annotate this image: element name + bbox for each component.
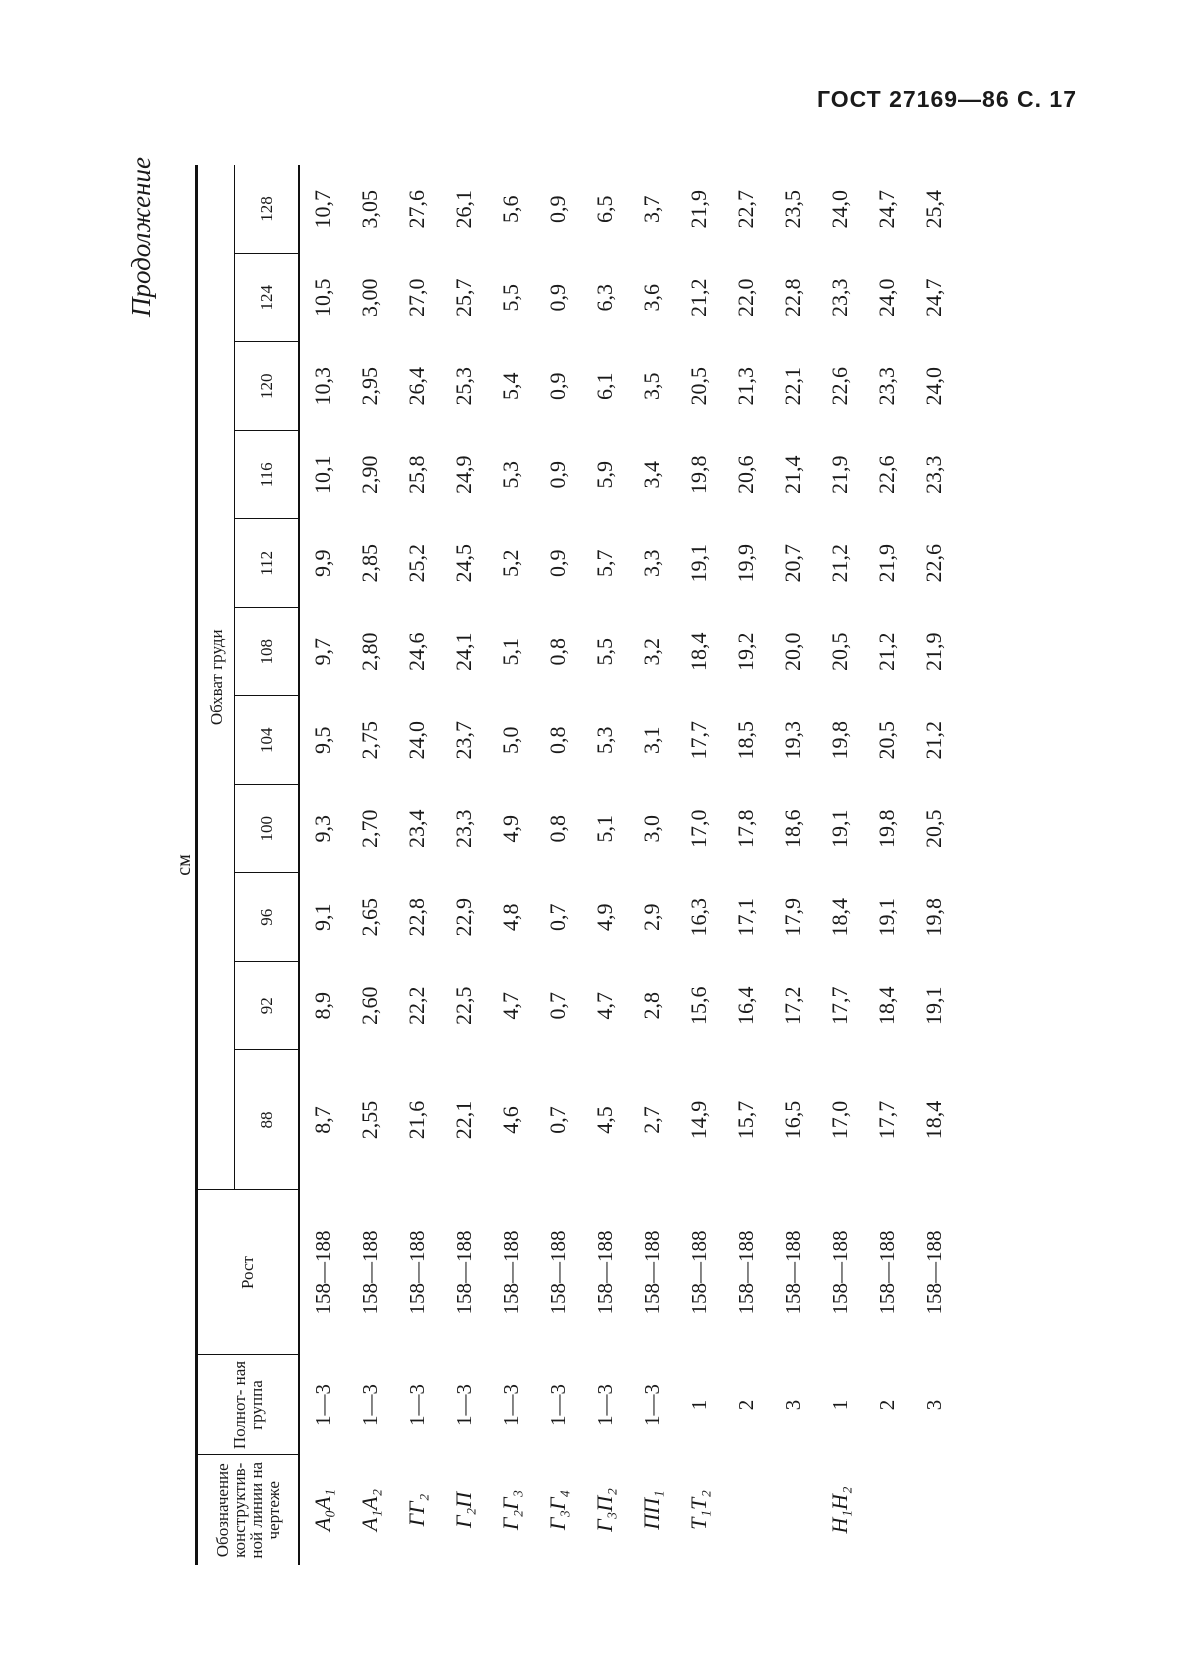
row-value: 5,3 xyxy=(498,461,523,489)
row-fullness-group: 1—3 xyxy=(592,1384,617,1426)
header-size-112: 112 xyxy=(235,519,299,608)
row-value: 22,6 xyxy=(921,544,946,583)
row-value: 20,5 xyxy=(827,632,852,671)
row-designation: H₁H₂ xyxy=(827,1486,852,1534)
row-value: 21,9 xyxy=(686,190,711,229)
row-value: 26,1 xyxy=(451,190,476,229)
row-value: 2,55 xyxy=(357,1100,382,1140)
row-value: 24,1 xyxy=(451,632,476,671)
row-value: 2,9 xyxy=(639,903,664,931)
row-value: 22,5 xyxy=(451,986,476,1025)
row-value: 3,6 xyxy=(639,284,664,312)
row-value: 3,00 xyxy=(357,278,382,317)
row-height: 158—188 xyxy=(310,1230,335,1315)
row-fullness-group: 2 xyxy=(874,1399,899,1411)
row-value: 19,8 xyxy=(686,455,711,494)
row-value: 9,1 xyxy=(310,903,335,931)
header-size-88: 88 xyxy=(235,1050,299,1190)
header-size-92: 92 xyxy=(235,962,299,1051)
row-value: 21,2 xyxy=(827,544,852,583)
row-value: 20,7 xyxy=(780,544,805,583)
row-fullness-group: 1—3 xyxy=(310,1384,335,1426)
row-value: 5,1 xyxy=(498,638,523,666)
row-designation: Г₂Г₃ xyxy=(498,1489,523,1531)
row-value: 9,3 xyxy=(310,815,335,843)
row-value: 23,3 xyxy=(874,367,899,406)
row-value: 20,6 xyxy=(733,455,758,494)
row-value: 5,0 xyxy=(498,726,523,754)
row-value: 22,2 xyxy=(404,986,429,1025)
row-height: 158—188 xyxy=(874,1230,899,1315)
header-size-108: 108 xyxy=(235,608,299,697)
row-value: 22,7 xyxy=(733,190,758,229)
row-height: 158—188 xyxy=(733,1230,758,1315)
header-chest-girth: Обхват груди xyxy=(197,165,235,1190)
row-value: 4,7 xyxy=(592,992,617,1020)
row-value: 3,7 xyxy=(639,195,664,223)
row-designation: T₁T₂ xyxy=(686,1490,711,1530)
row-value: 2,75 xyxy=(357,721,382,760)
row-value: 5,5 xyxy=(592,638,617,666)
row-value: 24,7 xyxy=(921,278,946,317)
row-value: 0,9 xyxy=(545,372,570,400)
table-row xyxy=(535,165,582,1565)
row-designation: A₀A₁ xyxy=(310,1488,335,1532)
row-value: 21,9 xyxy=(874,544,899,583)
row-value: 24,5 xyxy=(451,544,476,583)
row-fullness-group: 1—3 xyxy=(498,1384,523,1426)
row-value: 19,1 xyxy=(686,544,711,583)
row-value: 2,90 xyxy=(357,455,382,494)
row-value: 18,4 xyxy=(686,632,711,671)
row-value: 27,6 xyxy=(404,190,429,229)
row-fullness-group: 1—3 xyxy=(451,1384,476,1426)
row-value: 3,0 xyxy=(639,815,664,843)
row-height: 158—188 xyxy=(545,1230,570,1315)
row-value: 0,8 xyxy=(545,726,570,754)
row-value: 19,8 xyxy=(827,721,852,760)
row-value: 0,9 xyxy=(545,195,570,223)
row-value: 23,4 xyxy=(404,809,429,848)
table-row xyxy=(347,165,394,1565)
row-value: 21,2 xyxy=(921,721,946,760)
header-size-104: 104 xyxy=(235,696,299,785)
row-value: 3,3 xyxy=(639,549,664,577)
row-height: 158—188 xyxy=(686,1230,711,1315)
row-value: 24,6 xyxy=(404,632,429,671)
row-value: 22,9 xyxy=(451,898,476,937)
row-value: 19,8 xyxy=(874,809,899,848)
row-value: 24,0 xyxy=(874,278,899,317)
row-value: 15,7 xyxy=(733,1100,758,1140)
row-value: 19,1 xyxy=(874,898,899,937)
row-designation xyxy=(770,1455,817,1565)
table-row xyxy=(864,165,911,1565)
row-value: 2,8 xyxy=(639,992,664,1020)
row-value: 23,5 xyxy=(780,190,805,229)
row-value: 23,3 xyxy=(921,455,946,494)
row-value: 18,6 xyxy=(780,809,805,848)
row-value: 3,5 xyxy=(639,372,664,400)
row-value: 19,3 xyxy=(780,721,805,760)
row-value: 24,0 xyxy=(921,367,946,406)
table-row xyxy=(911,165,958,1565)
row-value: 4,5 xyxy=(592,1106,617,1134)
row-designation xyxy=(723,1455,770,1565)
row-fullness-group: 1—3 xyxy=(404,1384,429,1426)
row-value: 22,1 xyxy=(780,367,805,406)
row-designation: Г₂П xyxy=(451,1491,476,1529)
row-value: 17,0 xyxy=(686,809,711,848)
row-value: 8,9 xyxy=(310,992,335,1020)
row-value: 6,5 xyxy=(592,195,617,223)
row-value: 16,3 xyxy=(686,898,711,937)
row-fullness-group: 1 xyxy=(686,1399,711,1411)
row-value: 18,5 xyxy=(733,721,758,760)
row-designation xyxy=(864,1455,911,1565)
measurement-table xyxy=(195,165,958,1565)
row-fullness-group: 3 xyxy=(921,1399,946,1411)
row-value: 21,3 xyxy=(733,367,758,406)
row-value: 25,8 xyxy=(404,455,429,494)
row-value: 22,6 xyxy=(827,367,852,406)
row-value: 9,7 xyxy=(310,638,335,666)
table-row xyxy=(770,165,817,1565)
row-value: 25,7 xyxy=(451,278,476,317)
row-value: 10,1 xyxy=(310,455,335,494)
header-size-120: 120 xyxy=(235,342,299,431)
row-value: 0,7 xyxy=(545,992,570,1020)
row-designation: Г₃Г₄ xyxy=(545,1489,570,1531)
row-value: 5,7 xyxy=(592,549,617,577)
row-value: 22,0 xyxy=(733,278,758,317)
row-value: 2,85 xyxy=(357,544,382,583)
row-designation: Г₃П₂ xyxy=(592,1488,617,1532)
header-size-116: 116 xyxy=(235,431,299,520)
row-designation xyxy=(911,1455,958,1565)
table-row xyxy=(299,165,347,1565)
row-value: 24,0 xyxy=(827,190,852,229)
page-header: ГОСТ 27169—86 С. 17 xyxy=(816,86,1077,112)
row-value: 19,8 xyxy=(921,898,946,937)
row-value: 0,9 xyxy=(545,461,570,489)
row-value: 3,1 xyxy=(639,726,664,754)
row-value: 21,9 xyxy=(827,455,852,494)
row-value: 17,9 xyxy=(780,898,805,937)
row-value: 21,2 xyxy=(686,278,711,317)
row-value: 17,8 xyxy=(733,809,758,848)
row-value: 16,4 xyxy=(733,986,758,1025)
row-value: 0,9 xyxy=(545,549,570,577)
row-designation: ГГ₂ xyxy=(404,1493,429,1527)
header-designation: Обозначение конструктив- ной линии на чертеже xyxy=(197,1455,299,1565)
row-value: 2,70 xyxy=(357,809,382,848)
row-value: 25,3 xyxy=(451,367,476,406)
row-value: 18,4 xyxy=(827,898,852,937)
row-value: 5,9 xyxy=(592,461,617,489)
row-value: 25,4 xyxy=(921,190,946,229)
row-value: 4,8 xyxy=(498,903,523,931)
row-value: 26,4 xyxy=(404,367,429,406)
row-value: 3,2 xyxy=(639,638,664,666)
row-value: 27,0 xyxy=(404,278,429,317)
header-fullness-group: Полнот- ная группа xyxy=(197,1355,299,1455)
row-value: 19,2 xyxy=(733,632,758,671)
table-row xyxy=(676,165,723,1565)
row-height: 158—188 xyxy=(451,1230,476,1315)
row-value: 8,7 xyxy=(310,1106,335,1134)
row-value: 24,9 xyxy=(451,455,476,494)
row-value: 17,2 xyxy=(780,986,805,1025)
row-value: 20,0 xyxy=(780,632,805,671)
row-value: 21,9 xyxy=(921,632,946,671)
row-value: 0,8 xyxy=(545,638,570,666)
row-value: 2,65 xyxy=(357,898,382,937)
row-value: 2,95 xyxy=(357,367,382,406)
row-height: 158—188 xyxy=(404,1230,429,1315)
row-value: 21,2 xyxy=(874,632,899,671)
row-fullness-group: 3 xyxy=(780,1399,805,1411)
header-size-100: 100 xyxy=(235,785,299,874)
row-value: 10,5 xyxy=(310,278,335,317)
row-value: 5,6 xyxy=(498,195,523,223)
row-height: 158—188 xyxy=(498,1230,523,1315)
row-value: 9,5 xyxy=(310,726,335,754)
rotated-table-block xyxy=(173,165,1005,1565)
row-value: 22,6 xyxy=(874,455,899,494)
table-row xyxy=(723,165,770,1565)
header-size-96: 96 xyxy=(235,873,299,962)
header-size-124: 124 xyxy=(235,254,299,343)
unit-label: см xyxy=(173,854,195,876)
header-size-128: 128 xyxy=(235,165,299,254)
row-height: 158—188 xyxy=(921,1230,946,1315)
row-value: 4,9 xyxy=(592,903,617,931)
row-fullness-group: 1 xyxy=(827,1399,852,1411)
row-value: 20,5 xyxy=(874,721,899,760)
table-row xyxy=(629,165,676,1565)
row-value: 18,4 xyxy=(921,1100,946,1140)
row-value: 24,7 xyxy=(874,190,899,229)
row-value: 18,4 xyxy=(874,986,899,1025)
table-row xyxy=(488,165,535,1565)
row-value: 17,1 xyxy=(733,898,758,937)
row-value: 5,3 xyxy=(592,726,617,754)
row-value: 20,5 xyxy=(921,809,946,848)
row-value: 15,6 xyxy=(686,986,711,1025)
row-value: 22,8 xyxy=(780,278,805,317)
row-height: 158—188 xyxy=(827,1230,852,1315)
row-value: 22,1 xyxy=(451,1100,476,1140)
table-row xyxy=(394,165,441,1565)
row-fullness-group: 2 xyxy=(733,1399,758,1411)
header-height: Рост xyxy=(197,1190,299,1355)
row-value: 10,7 xyxy=(310,190,335,229)
row-value: 6,3 xyxy=(592,284,617,312)
row-height: 158—188 xyxy=(780,1230,805,1315)
row-value: 19,1 xyxy=(921,986,946,1025)
row-value: 19,1 xyxy=(827,809,852,848)
row-value: 0,8 xyxy=(545,815,570,843)
row-value: 24,0 xyxy=(404,721,429,760)
row-value: 23,3 xyxy=(451,809,476,848)
row-value: 17,7 xyxy=(686,721,711,760)
row-value: 25,2 xyxy=(404,544,429,583)
row-value: 9,9 xyxy=(310,549,335,577)
row-value: 4,6 xyxy=(498,1106,523,1134)
continuation-label: Продолжение xyxy=(126,156,156,317)
row-height: 158—188 xyxy=(592,1230,617,1315)
row-fullness-group: 1—3 xyxy=(545,1384,570,1426)
row-value: 20,5 xyxy=(686,367,711,406)
row-value: 17,0 xyxy=(827,1100,852,1140)
row-value: 2,60 xyxy=(357,986,382,1025)
row-value: 21,4 xyxy=(780,455,805,494)
table-row xyxy=(817,165,864,1565)
row-value: 2,80 xyxy=(357,632,382,671)
row-value: 23,7 xyxy=(451,721,476,760)
row-value: 6,1 xyxy=(592,372,617,400)
row-value: 16,5 xyxy=(780,1100,805,1140)
row-value: 3,4 xyxy=(639,461,664,489)
row-value: 5,5 xyxy=(498,284,523,312)
row-designation: ПП₁ xyxy=(639,1490,664,1530)
row-value: 19,9 xyxy=(733,544,758,583)
row-value: 10,3 xyxy=(310,367,335,406)
row-value: 17,7 xyxy=(827,986,852,1025)
row-value: 3,05 xyxy=(357,190,382,229)
row-value: 4,9 xyxy=(498,815,523,843)
row-value: 2,7 xyxy=(639,1106,664,1134)
row-value: 17,7 xyxy=(874,1100,899,1140)
row-value: 23,3 xyxy=(827,278,852,317)
row-value: 5,1 xyxy=(592,815,617,843)
row-designation: A₁A₂ xyxy=(357,1488,382,1532)
row-fullness-group: 1—3 xyxy=(357,1384,382,1426)
row-value: 21,6 xyxy=(404,1100,429,1140)
row-height: 158—188 xyxy=(639,1230,664,1315)
row-value: 4,7 xyxy=(498,992,523,1020)
table-row xyxy=(441,165,488,1565)
row-value: 22,8 xyxy=(404,898,429,937)
row-value: 0,7 xyxy=(545,903,570,931)
row-value: 5,2 xyxy=(498,549,523,577)
row-fullness-group: 1—3 xyxy=(639,1384,664,1426)
row-value: 0,7 xyxy=(545,1106,570,1134)
row-value: 0,9 xyxy=(545,284,570,312)
row-height: 158—188 xyxy=(357,1230,382,1315)
row-value: 5,4 xyxy=(498,372,523,400)
row-value: 14,9 xyxy=(686,1100,711,1140)
table-row xyxy=(582,165,629,1565)
